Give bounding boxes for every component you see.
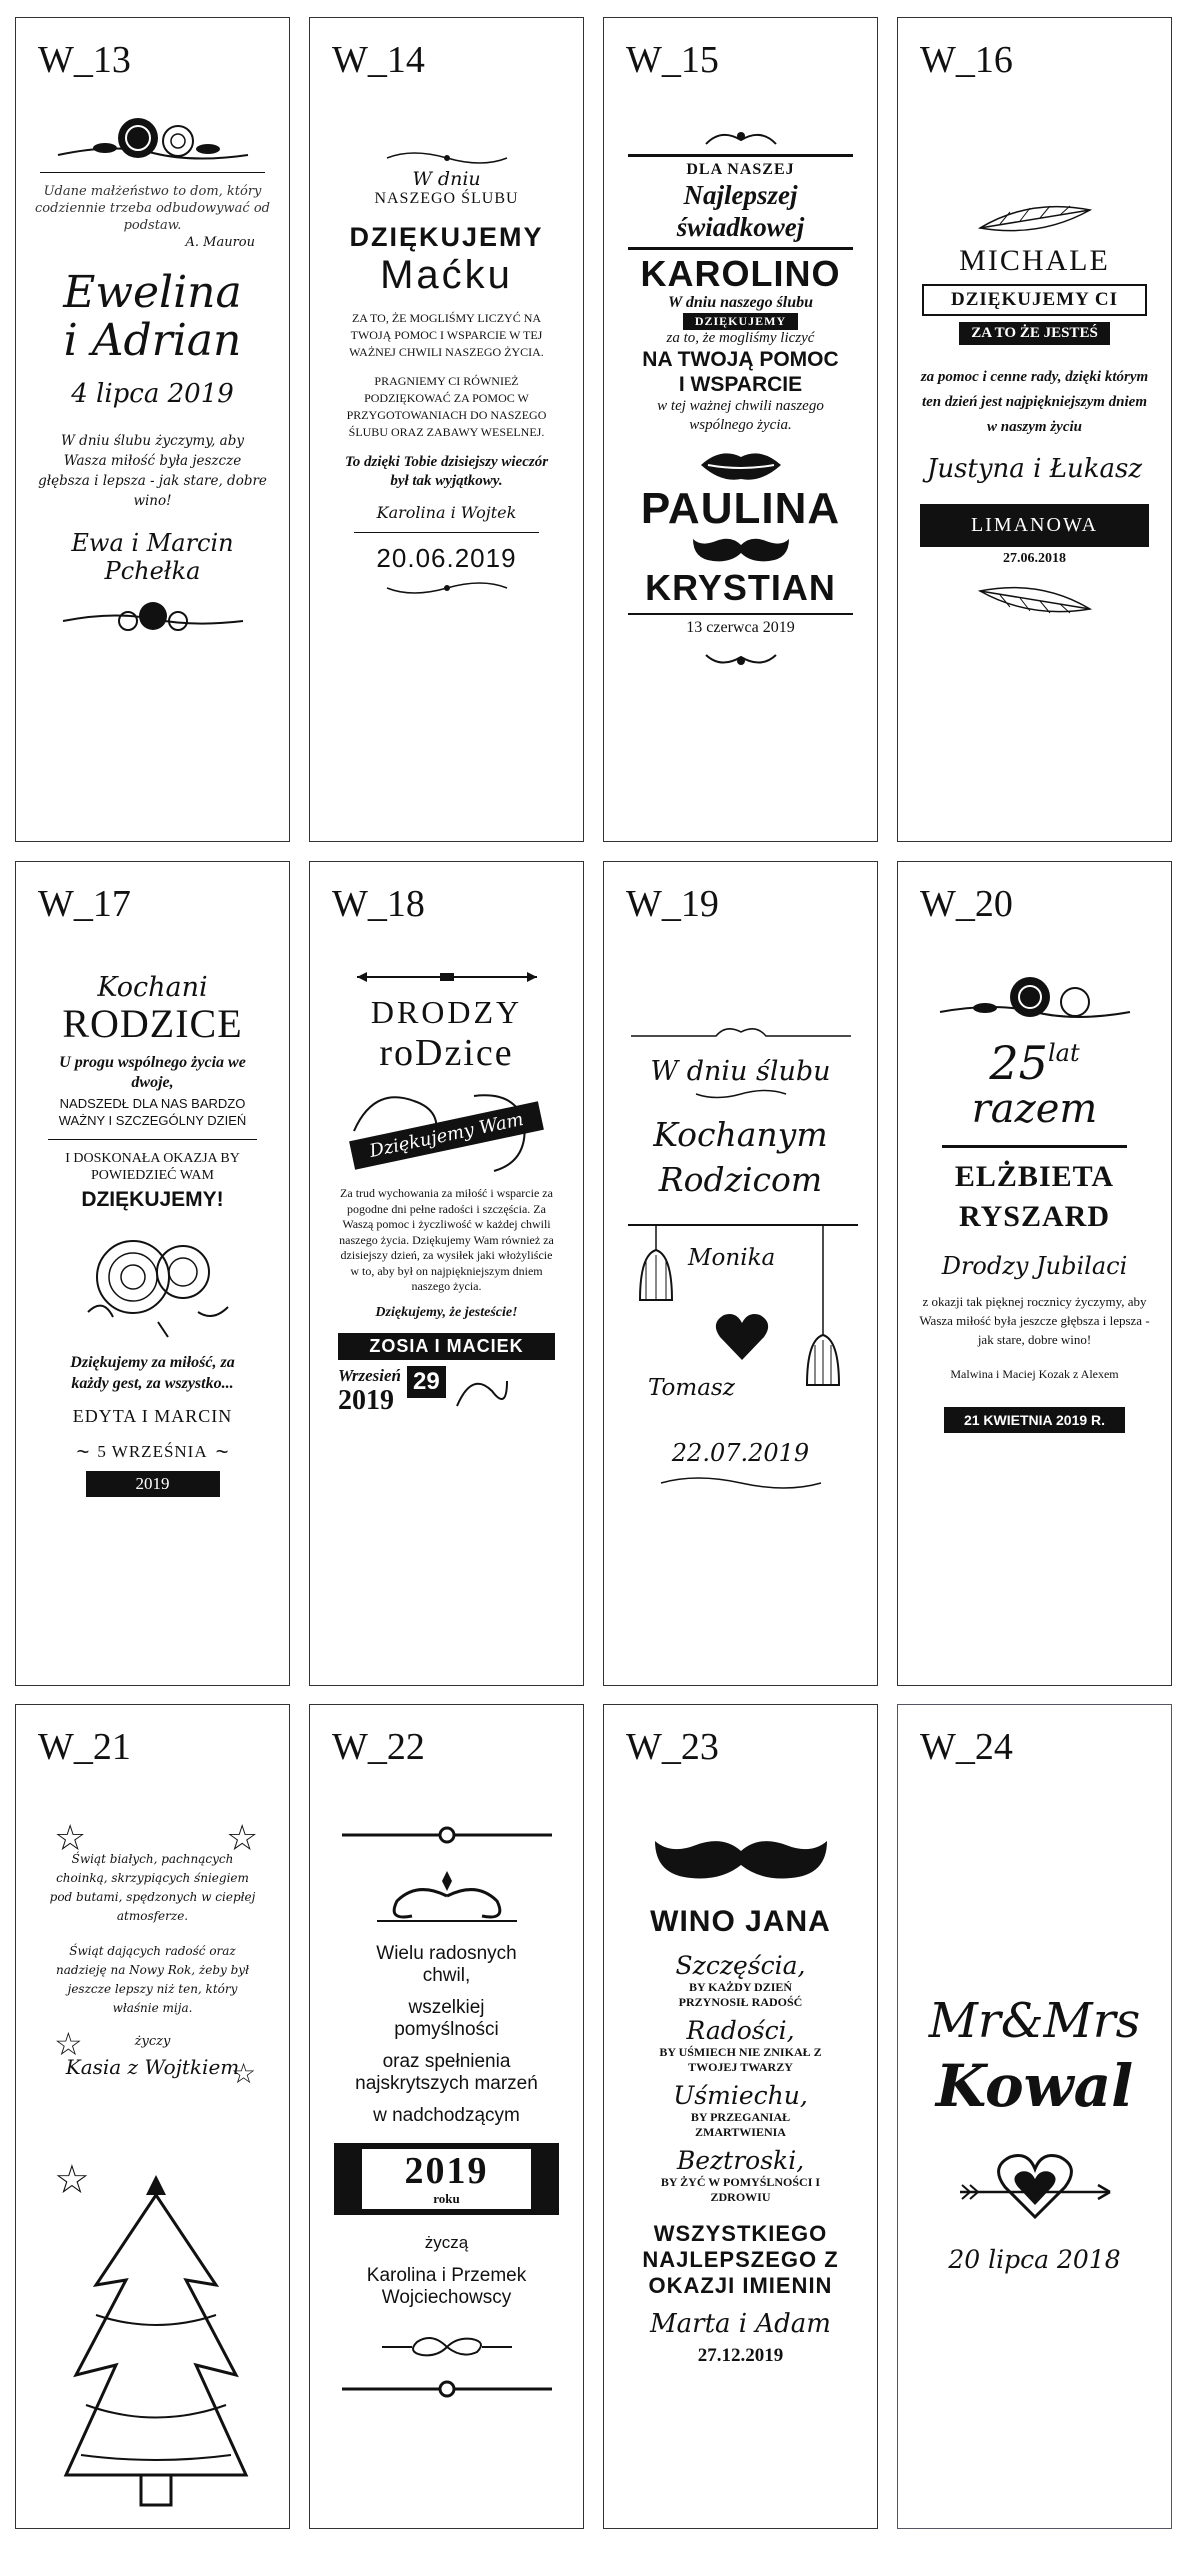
card-w15[interactable] xyxy=(603,17,878,842)
closing-wish: WSZYSTKIEGO NAJLEPSZEGO Z OKAZJI IMIENIN xyxy=(642,2221,839,2298)
card-code: W_14 xyxy=(332,39,425,81)
thanks-heading: DZIĘKUJEMY CI xyxy=(951,289,1118,310)
wishes-label: życzą xyxy=(424,2233,469,2252)
thanks-heading: DZIĘKUJEMY xyxy=(349,222,544,252)
card-w20[interactable] xyxy=(897,861,1172,1686)
heading-jubilaci: Drodzy Jubilaci xyxy=(941,1252,1128,1280)
signature-line1: Ewa i Marcin xyxy=(71,529,234,557)
anniversary-razem: razem xyxy=(971,1086,1098,1132)
closing-line: Dziękujemy, że jesteście! xyxy=(375,1304,518,1320)
quote-author: A. Maurou xyxy=(185,235,255,250)
card-code: W_21 xyxy=(38,1726,131,1768)
paragraph-1: ZA TO, ŻE MOGLIŚMY LICZYĆ NA TWOJĄ POMOC I WSPARCIE W TEJ WAŻNEJ CHWILI NASZEGO ŻYCIA. xyxy=(349,311,544,359)
heading-line2: RODZICE xyxy=(62,1001,243,1046)
card-w21[interactable] xyxy=(15,1704,290,2529)
thanks-banner: DZIĘKUJEMY xyxy=(683,313,798,330)
wish-4: Beztroski, xyxy=(676,2146,805,2175)
card-code: W_24 xyxy=(920,1726,1013,1768)
event-date: 27.06.2018 xyxy=(1003,551,1066,566)
signature-line2: Pchełka xyxy=(104,557,201,585)
wish-4-desc: BY ŻYĆ W POMYŚLNOŚCI I ZDROWIU xyxy=(660,2175,821,2204)
recipient-name: Maćku xyxy=(380,253,513,297)
star-icon: ☆ xyxy=(54,2158,90,2202)
paragraph-1: z okazji tak pięknej rocznicy życzymy, aby Wasza miłość była jeszcze głębsza i lepsza - jak stare, dobre wino! xyxy=(919,1294,1150,1347)
roses-ornament-icon xyxy=(935,972,1135,1027)
line-7: I WSPARCIE xyxy=(678,373,803,396)
line-3: oraz spełnienia najskrytszych marzeń xyxy=(355,2051,538,2094)
card-w13[interactable] xyxy=(15,17,290,842)
anniversary-lat: lat xyxy=(1047,1039,1080,1067)
feather-icon xyxy=(970,198,1100,238)
swirl-ornament-icon xyxy=(452,1366,512,1416)
card-code: W_13 xyxy=(38,39,131,81)
wish-text: W dniu ślubu życzymy, aby Wasza miłość była jeszcze głębsza i lepsza - jak stare, dobre wino! xyxy=(38,433,267,509)
card-w14[interactable] xyxy=(309,17,584,842)
line-6: NA TWOJĄ POMOC xyxy=(642,348,839,371)
bride-name: Monika xyxy=(688,1245,776,1271)
card-w18[interactable] xyxy=(309,861,584,1686)
groom-name: KRYSTIAN xyxy=(645,567,836,608)
lips-icon xyxy=(696,445,786,485)
mustache-icon xyxy=(651,1833,831,1887)
card-w23[interactable] xyxy=(603,1704,878,2529)
divider-ornament-icon xyxy=(337,1825,557,1845)
star-icon: ☆ xyxy=(231,2058,257,2089)
arrow-ornament-icon xyxy=(352,970,542,984)
flourish-ornament-icon xyxy=(701,126,781,150)
roku-label: roku xyxy=(433,2191,460,2206)
star-icon: ☆ xyxy=(226,1817,259,1858)
signature: Karolina i Wojtek xyxy=(376,503,517,522)
card-code: W_20 xyxy=(920,883,1013,925)
groom-name: Tomasz xyxy=(648,1375,735,1401)
card-w17[interactable] xyxy=(15,861,290,1686)
roses-ornament-icon xyxy=(53,591,253,641)
flowers-icon xyxy=(68,1222,238,1342)
star-icon: ☆ xyxy=(54,1817,87,1858)
heading-line1: Kochani xyxy=(97,972,208,1003)
card-code: W_23 xyxy=(626,1726,719,1768)
feather-icon xyxy=(970,579,1100,619)
wish-3-desc: BY PRZEGANIAŁ ZMARTWIENIA xyxy=(690,2110,791,2139)
swirl-ornament-icon xyxy=(382,578,512,598)
card-w22[interactable] xyxy=(309,1704,584,2529)
place-name: LIMANOWA xyxy=(970,514,1099,536)
year: 2019 xyxy=(404,2150,489,2192)
divider-ornament-icon xyxy=(337,2379,557,2399)
line-4: NADSZEDŁ DLA NAS BARDZO WAŻNY I SZCZEGÓLNY DZIEŃ xyxy=(58,1096,247,1128)
swirl-left-icon: ~ xyxy=(76,1439,90,1464)
heading-line3: Rodzicom xyxy=(658,1160,823,1199)
flourish-ornament-icon xyxy=(701,649,781,669)
paragraph-1: Świąt białych, pachnących choinką, skrzypiących śniegiem pod butami, spędzonych w ciepłej atmosferze. xyxy=(49,1852,256,1923)
mustache-icon xyxy=(691,533,791,567)
paragraph-1: za pomoc i cenne rady, dzięki którym ten dzień jest najpiękniejszym dniem w naszym życiu xyxy=(920,369,1149,435)
quote-text: Udane małżeństwo to dom, który codziennie trzeba odbudowywać od podstaw. xyxy=(35,184,270,233)
life-wish-label: życzy xyxy=(134,2034,171,2049)
paragraph-2: Świąt dających radość oraz nadzieję na Nowy Rok, żeby był jeszcze lepszy niż ten, który właśnie mija. xyxy=(56,1944,249,2015)
star-icon: ☆ xyxy=(54,2026,83,2062)
heading-line1: W dniu xyxy=(412,168,481,190)
wish-2: Radości, xyxy=(686,2016,795,2045)
heading-line1: DRODZY xyxy=(370,994,523,1030)
name-2: RYSZARD xyxy=(959,1200,1110,1233)
line-5: I DOSKONAŁA OKAZJA BY POWIEDZIEĆ WAM xyxy=(65,1151,240,1183)
heading-line2: roDzice xyxy=(379,1032,514,1074)
signature: Marta i Adam xyxy=(650,2309,831,2339)
event-year: 2019 xyxy=(338,1384,394,1416)
flourish-ornament-icon xyxy=(626,1022,856,1042)
line-2: wszelkiej pomyślności xyxy=(394,1997,499,2040)
event-date: 27.12.2019 xyxy=(697,2345,784,2366)
wish-2-desc: BY UŚMIECH NIE ZNIKAŁ Z TWOJEJ TWARZY xyxy=(659,2045,822,2074)
line-7: Dziękujemy za miłość, za każdy gest, za wszystko... xyxy=(70,1354,235,1392)
paragraph-2: PRAGNIEMY CI RÓWNIEŻ PODZIĘKOWAĆ ZA POMOC W PRZYGOTOWANIACH DO NASZEGO ŚLUBU ORAZ ZABAWY WESELNEJ. xyxy=(346,374,547,439)
signature-banner: ZOSIA I MACIEK xyxy=(369,1335,524,1356)
event-day: 5 WRZEŚNIA xyxy=(97,1442,208,1461)
card-code: W_17 xyxy=(38,883,131,925)
flourish-ornament-icon xyxy=(656,1473,826,1493)
heading-line3: świadkowej xyxy=(676,212,805,242)
line-6: DZIĘKUJEMY! xyxy=(81,1188,224,1211)
event-date: 20 lipca 2018 xyxy=(948,2245,1121,2274)
year-banner: 2019 xyxy=(86,1471,220,1497)
christmas-tree-icon xyxy=(56,2165,256,2515)
heading-line1: W dniu ślubu xyxy=(650,1056,831,1087)
line-4: w nadchodzącym xyxy=(373,2105,520,2126)
wish-1-desc: BY KAŻDY DZIEŃ PRZYNOSIŁ RADOŚĆ xyxy=(678,1980,803,2009)
subheading-banner: ZA TO ŻE JESTEŚ xyxy=(959,322,1110,345)
event-date: 20.06.2019 xyxy=(376,543,517,573)
event-date: 13 czerwca 2019 xyxy=(686,619,795,636)
line-8: w tej ważnej chwili naszego wspólnego życia. xyxy=(657,398,824,433)
wish-3: Uśmiechu, xyxy=(673,2081,808,2110)
swirl-ornament-icon xyxy=(382,148,512,168)
heading-line2: NASZEGO ŚLUBU xyxy=(374,190,519,207)
recipient-name: KAROLINO xyxy=(640,253,841,294)
line-5: za to, że mogliśmy liczyć xyxy=(666,330,815,346)
heading-line2: Najlepszej xyxy=(683,180,798,210)
flourish-ornament-icon xyxy=(691,1087,791,1101)
signature: Kasia z Wojtkiem xyxy=(65,2055,240,2079)
flourish-ornament-icon xyxy=(367,1861,527,1931)
title: WINO JANA xyxy=(650,1905,831,1938)
bride-name: PAULINA xyxy=(640,484,841,533)
card-w16[interactable] xyxy=(897,17,1172,842)
line-1: Wielu radosnych chwil, xyxy=(376,1943,517,1986)
roses-ornament-icon xyxy=(53,113,253,168)
event-month: Wrzesień xyxy=(338,1365,401,1385)
date-banner: 21 KWIETNIA 2019 R. xyxy=(944,1407,1125,1433)
bride-name: Ewelina xyxy=(63,267,242,318)
signature: EDYTA I MARCIN xyxy=(72,1406,233,1426)
card-code: W_18 xyxy=(332,883,425,925)
card-code: W_15 xyxy=(626,39,719,81)
heading-line2: Kochanym xyxy=(653,1115,828,1154)
card-code: W_22 xyxy=(332,1726,425,1768)
groom-name: i Adrian xyxy=(63,315,242,366)
mr-mrs-label: Mr&Mrs xyxy=(928,1993,1141,2049)
card-w24[interactable] xyxy=(897,1704,1172,2529)
signature: Justyna i Łukasz xyxy=(926,454,1143,484)
line-3: U progu wspólnego życia we dwoje, xyxy=(59,1054,246,1091)
flourish-ornament-icon xyxy=(372,2327,522,2367)
anniversary-number: 25 xyxy=(989,1036,1048,1090)
event-date: 4 lipca 2019 xyxy=(71,379,234,409)
signature: Malwina i Maciej Kozak z Alexem xyxy=(950,1367,1119,1381)
event-day: 29 xyxy=(412,1367,440,1395)
surname: Kowal xyxy=(935,2052,1134,2120)
paragraph-1: Za trud wychowania za miłość i wsparcie za pogodne dni pełne radości i szczęścia. Za Waszą pomoc i życzliwość w każdej chwili naszego życia. Dziękujemy Wam również za dzisiejszy dzień, za wysiłek jaki włożyliście w to, aby był on najpiękniejszym dniem naszego życia. xyxy=(339,1186,554,1293)
thanks-ribbon: Dziękujemy Wam xyxy=(349,1101,544,1169)
heading-line1: DLA NASZEJ xyxy=(686,161,795,178)
card-w19[interactable] xyxy=(603,861,878,1686)
signature-line1: Karolina i Przemek xyxy=(366,2265,527,2286)
card-code: W_16 xyxy=(920,39,1013,81)
line-4: W dniu naszego ślubu xyxy=(667,294,814,311)
signature-line2: Wojciechowscy xyxy=(381,2287,512,2308)
swirl-right-icon: ~ xyxy=(215,1439,229,1464)
card-code: W_19 xyxy=(626,883,719,925)
name-1: ELŻBIETA xyxy=(954,1160,1115,1193)
wish-1: Szczęścia, xyxy=(675,1951,806,1980)
paragraph-3: To dzięki Tobie dzisiejszy wieczór był tak wyjątkowy. xyxy=(344,454,549,489)
heart-arrow-icon xyxy=(950,2137,1120,2227)
recipient-name: MICHALE xyxy=(959,244,1110,277)
event-date: 22.07.2019 xyxy=(671,1439,810,1467)
